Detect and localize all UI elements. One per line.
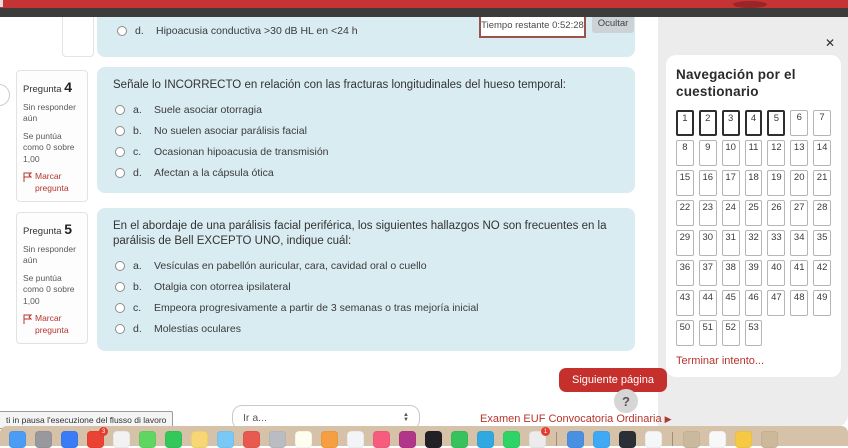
nav-question-28[interactable]: 28 (813, 200, 831, 226)
red-bar-logo-smudge (733, 1, 767, 8)
nav-question-49[interactable]: 49 (813, 290, 831, 316)
quiz-navigation-title: Navegación por el cuestionario (676, 67, 796, 99)
select-arrows-icon: ▲ ▼ (403, 412, 409, 423)
option-text: Hipoacusia conductiva >30 dB HL en <24 h (156, 25, 358, 37)
previous-question-info-fragment (62, 11, 94, 57)
news-dock-icon[interactable] (217, 431, 234, 448)
nav-question-10[interactable]: 10 (722, 140, 740, 166)
nav-question-13[interactable]: 13 (790, 140, 808, 166)
spotify-dock-icon[interactable] (451, 431, 468, 448)
nav-question-31[interactable]: 31 (722, 230, 740, 256)
downloads-dock-icon[interactable] (683, 431, 700, 448)
nav-question-26[interactable]: 26 (767, 200, 785, 226)
nav-question-8[interactable]: 8 (676, 140, 694, 166)
camera-dock-icon[interactable] (269, 431, 286, 448)
nav-question-34[interactable]: 34 (790, 230, 808, 256)
nav-question-51[interactable]: 51 (699, 320, 717, 346)
option-letter: b. (133, 124, 142, 137)
pages-dock-icon[interactable] (321, 431, 338, 448)
option-letter: d. (133, 322, 142, 335)
quiz-navigation-grid (676, 110, 831, 346)
mimestream-dock-icon[interactable] (529, 428, 548, 448)
nav-question-27[interactable]: 27 (790, 200, 808, 226)
radio-button[interactable] (115, 126, 125, 136)
question-number-value: 5 (64, 221, 72, 237)
terminal-dock-icon[interactable] (619, 431, 636, 448)
telegram-dock-icon[interactable] (477, 431, 494, 448)
nav-question-30[interactable]: 30 (699, 230, 717, 256)
music-dock-icon[interactable] (373, 431, 390, 448)
nav-question-22[interactable]: 22 (676, 200, 694, 226)
radio-button[interactable] (115, 168, 125, 178)
question-number (23, 78, 81, 97)
question-5-info-panel (16, 212, 88, 344)
option-letter: d. (135, 25, 144, 37)
nav-question-47[interactable]: 47 (767, 290, 785, 316)
answer-option-b[interactable] (113, 281, 619, 293)
answer-option-c[interactable] (113, 302, 619, 314)
nav-question-24[interactable]: 24 (722, 200, 740, 226)
flag-icon (23, 172, 32, 182)
safari-dock-icon[interactable] (61, 431, 78, 448)
nav-question-7[interactable]: 7 (813, 110, 831, 136)
radio-button[interactable] (115, 105, 125, 115)
question-label: Pregunta (23, 84, 62, 95)
nav-question-33[interactable]: 33 (767, 230, 785, 256)
nav-question-2[interactable]: 2 (699, 110, 717, 136)
exam-link-text: Examen EUF Convocatoria Ordinaria (480, 413, 662, 425)
next-page-button[interactable]: Siguiente página (559, 368, 667, 392)
jump-to-label: Ir a... (243, 411, 267, 424)
answer-option-d[interactable] (113, 323, 619, 335)
textedit-dock-icon[interactable] (645, 431, 662, 448)
answer-option-d[interactable] (113, 167, 619, 179)
answer-option-c[interactable] (113, 146, 619, 158)
radio-button[interactable] (115, 261, 125, 271)
option-letter: b. (133, 280, 142, 293)
nav-question-25[interactable]: 25 (745, 200, 763, 226)
quiz-navigation-card (666, 55, 841, 377)
browser-dark-bar (0, 8, 848, 17)
option-letter: c. (133, 145, 142, 158)
question-status: Sin responder aún (23, 243, 76, 266)
red-bar-notch (0, 0, 3, 7)
dock-divider (672, 432, 673, 446)
nav-question-15[interactable]: 15 (676, 170, 694, 196)
system-settings-dock-icon[interactable] (35, 431, 52, 448)
nav-question-21[interactable]: 21 (813, 170, 831, 196)
nav-question-29[interactable]: 29 (676, 230, 694, 256)
nav-question-48[interactable]: 48 (790, 290, 808, 316)
files-dock-icon[interactable] (567, 431, 584, 448)
nav-question-5[interactable]: 5 (767, 110, 785, 136)
notes-dock-icon[interactable] (295, 431, 312, 448)
help-button[interactable]: ? (614, 389, 638, 413)
notification-badge: 1 (541, 427, 550, 436)
flag-question-link[interactable] (23, 171, 81, 194)
dock-divider (556, 432, 557, 446)
notification-badge: 3 (99, 427, 108, 436)
option-letter: a. (133, 259, 142, 272)
radio-button[interactable] (115, 147, 125, 157)
flag-question-label: Marcar pregunta (35, 313, 69, 335)
nav-question-3[interactable]: 3 (722, 110, 740, 136)
nav-question-40[interactable]: 40 (767, 260, 785, 286)
option-letter: a. (133, 103, 142, 116)
question-number (23, 220, 81, 239)
nav-question-12[interactable]: 12 (767, 140, 785, 166)
browser-extension-tooltip: ti in pausa l'esecuzione del flusso di lavoro (0, 411, 173, 429)
app-store-dock-icon[interactable] (243, 431, 260, 448)
screenshot-preview-dock-icon[interactable] (709, 431, 726, 448)
radio-button[interactable] (115, 324, 125, 334)
option-text: Ocasionan hipoacusia de transmisión (154, 145, 329, 158)
nav-question-50[interactable]: 50 (676, 320, 694, 346)
edge-dock-icon[interactable] (593, 431, 610, 448)
option-text: No suelen asociar parálisis facial (154, 124, 307, 137)
nav-question-42[interactable]: 42 (813, 260, 831, 286)
nav-question-52[interactable]: 52 (722, 320, 740, 346)
nav-question-43[interactable]: 43 (676, 290, 694, 316)
nav-question-4[interactable]: 4 (745, 110, 763, 136)
answer-option-b[interactable] (113, 125, 619, 137)
nav-question-41[interactable]: 41 (790, 260, 808, 286)
macos-dock (0, 426, 848, 446)
nav-question-18[interactable]: 18 (745, 170, 763, 196)
question-4-body (97, 67, 635, 193)
whatsapp-dock-icon[interactable] (503, 431, 520, 448)
nav-question-17[interactable]: 17 (722, 170, 740, 196)
option-letter: c. (133, 301, 142, 314)
question-text: Señale lo INCORRECTO en relación con las fracturas longitudinales del hueso temporal: (113, 79, 566, 91)
edge-floating-circle (0, 84, 10, 106)
nav-question-44[interactable]: 44 (699, 290, 717, 316)
option-text: Suele asociar otorragia (154, 103, 262, 116)
radio-button[interactable] (117, 26, 127, 36)
nav-question-1[interactable]: 1 (676, 110, 694, 136)
quiz-timer: Tiempo restante 0:52:28 (479, 9, 586, 38)
quiz-navigation-panel (658, 17, 848, 427)
question-grade: Se puntúa como 0 sobre 1,00 (23, 130, 75, 164)
nav-question-37[interactable]: 37 (699, 260, 717, 286)
instagram-dock-icon[interactable] (399, 431, 416, 448)
option-text: Molestias oculares (154, 322, 241, 335)
option-text: Afectan a la cápsula ótica (154, 166, 274, 179)
flag-question-link[interactable] (23, 313, 81, 336)
nav-question-14[interactable]: 14 (813, 140, 831, 166)
close-icon[interactable]: ✕ (824, 36, 835, 50)
browser-top-red-bar (0, 0, 848, 8)
chrome-dock-icon[interactable] (87, 428, 106, 448)
option-text: Otalgia con otorrea ipsilateral (154, 280, 291, 293)
answer-option-a[interactable] (113, 260, 619, 272)
facetime-dock-icon[interactable] (165, 431, 182, 448)
nav-question-46[interactable]: 46 (745, 290, 763, 316)
flag-question-label: Marcar pregunta (35, 171, 69, 193)
option-letter: d. (133, 166, 142, 179)
nav-question-35[interactable]: 35 (813, 230, 831, 256)
nav-question-9[interactable]: 9 (699, 140, 717, 166)
mail-dock-icon[interactable] (113, 431, 130, 448)
option-text: Empeora progresivamente a partir de 3 semanas o tras mejoría inicial (154, 301, 479, 314)
photos-dock-icon[interactable] (191, 431, 208, 448)
nav-question-38[interactable]: 38 (722, 260, 740, 286)
apple-tv-dock-icon[interactable] (425, 431, 442, 448)
nav-question-23[interactable]: 23 (699, 200, 717, 226)
nav-question-39[interactable]: 39 (745, 260, 763, 286)
nav-question-6[interactable]: 6 (790, 110, 808, 136)
finder-dock-icon[interactable] (9, 431, 26, 448)
nav-question-36[interactable]: 36 (676, 260, 694, 286)
nav-question-45[interactable]: 45 (722, 290, 740, 316)
question-number-value: 4 (64, 79, 72, 95)
keynote-dock-icon[interactable] (347, 431, 364, 448)
answer-option-a[interactable] (113, 104, 619, 116)
messages-dock-icon[interactable] (139, 431, 156, 448)
nav-question-20[interactable]: 20 (790, 170, 808, 196)
option-text: Vesículas en pabellón auricular, cara, cavidad oral o cuello (154, 259, 427, 272)
question-label: Pregunta (23, 226, 62, 237)
question-grade: Se puntúa como 0 sobre 1,00 (23, 272, 75, 306)
hide-timer-button[interactable]: Ocultar (592, 14, 634, 33)
question-5-body (97, 208, 635, 351)
trash-dock-icon[interactable] (761, 431, 778, 448)
exam-breadcrumb-link[interactable] (480, 413, 672, 425)
stickies-dock-icon[interactable] (735, 431, 752, 448)
question-text: En el abordaje de una parálisis facial periférica, los siguientes hallazgos NO son frecuentes en la parálisis de Bell EXCEPTO UNO, indique cuál: (113, 220, 607, 247)
radio-button[interactable] (115, 303, 125, 313)
nav-question-53[interactable]: 53 (745, 320, 763, 346)
nav-question-11[interactable]: 11 (745, 140, 763, 166)
radio-button[interactable] (115, 282, 125, 292)
finish-attempt-link[interactable]: Terminar intento... (676, 354, 765, 367)
question-4-info-panel (16, 70, 88, 202)
right-arrow-icon: ▶ (664, 414, 672, 424)
flag-icon (23, 314, 32, 324)
nav-question-19[interactable]: 19 (767, 170, 785, 196)
question-status: Sin responder aún (23, 101, 76, 124)
nav-question-32[interactable]: 32 (745, 230, 763, 256)
nav-question-16[interactable]: 16 (699, 170, 717, 196)
